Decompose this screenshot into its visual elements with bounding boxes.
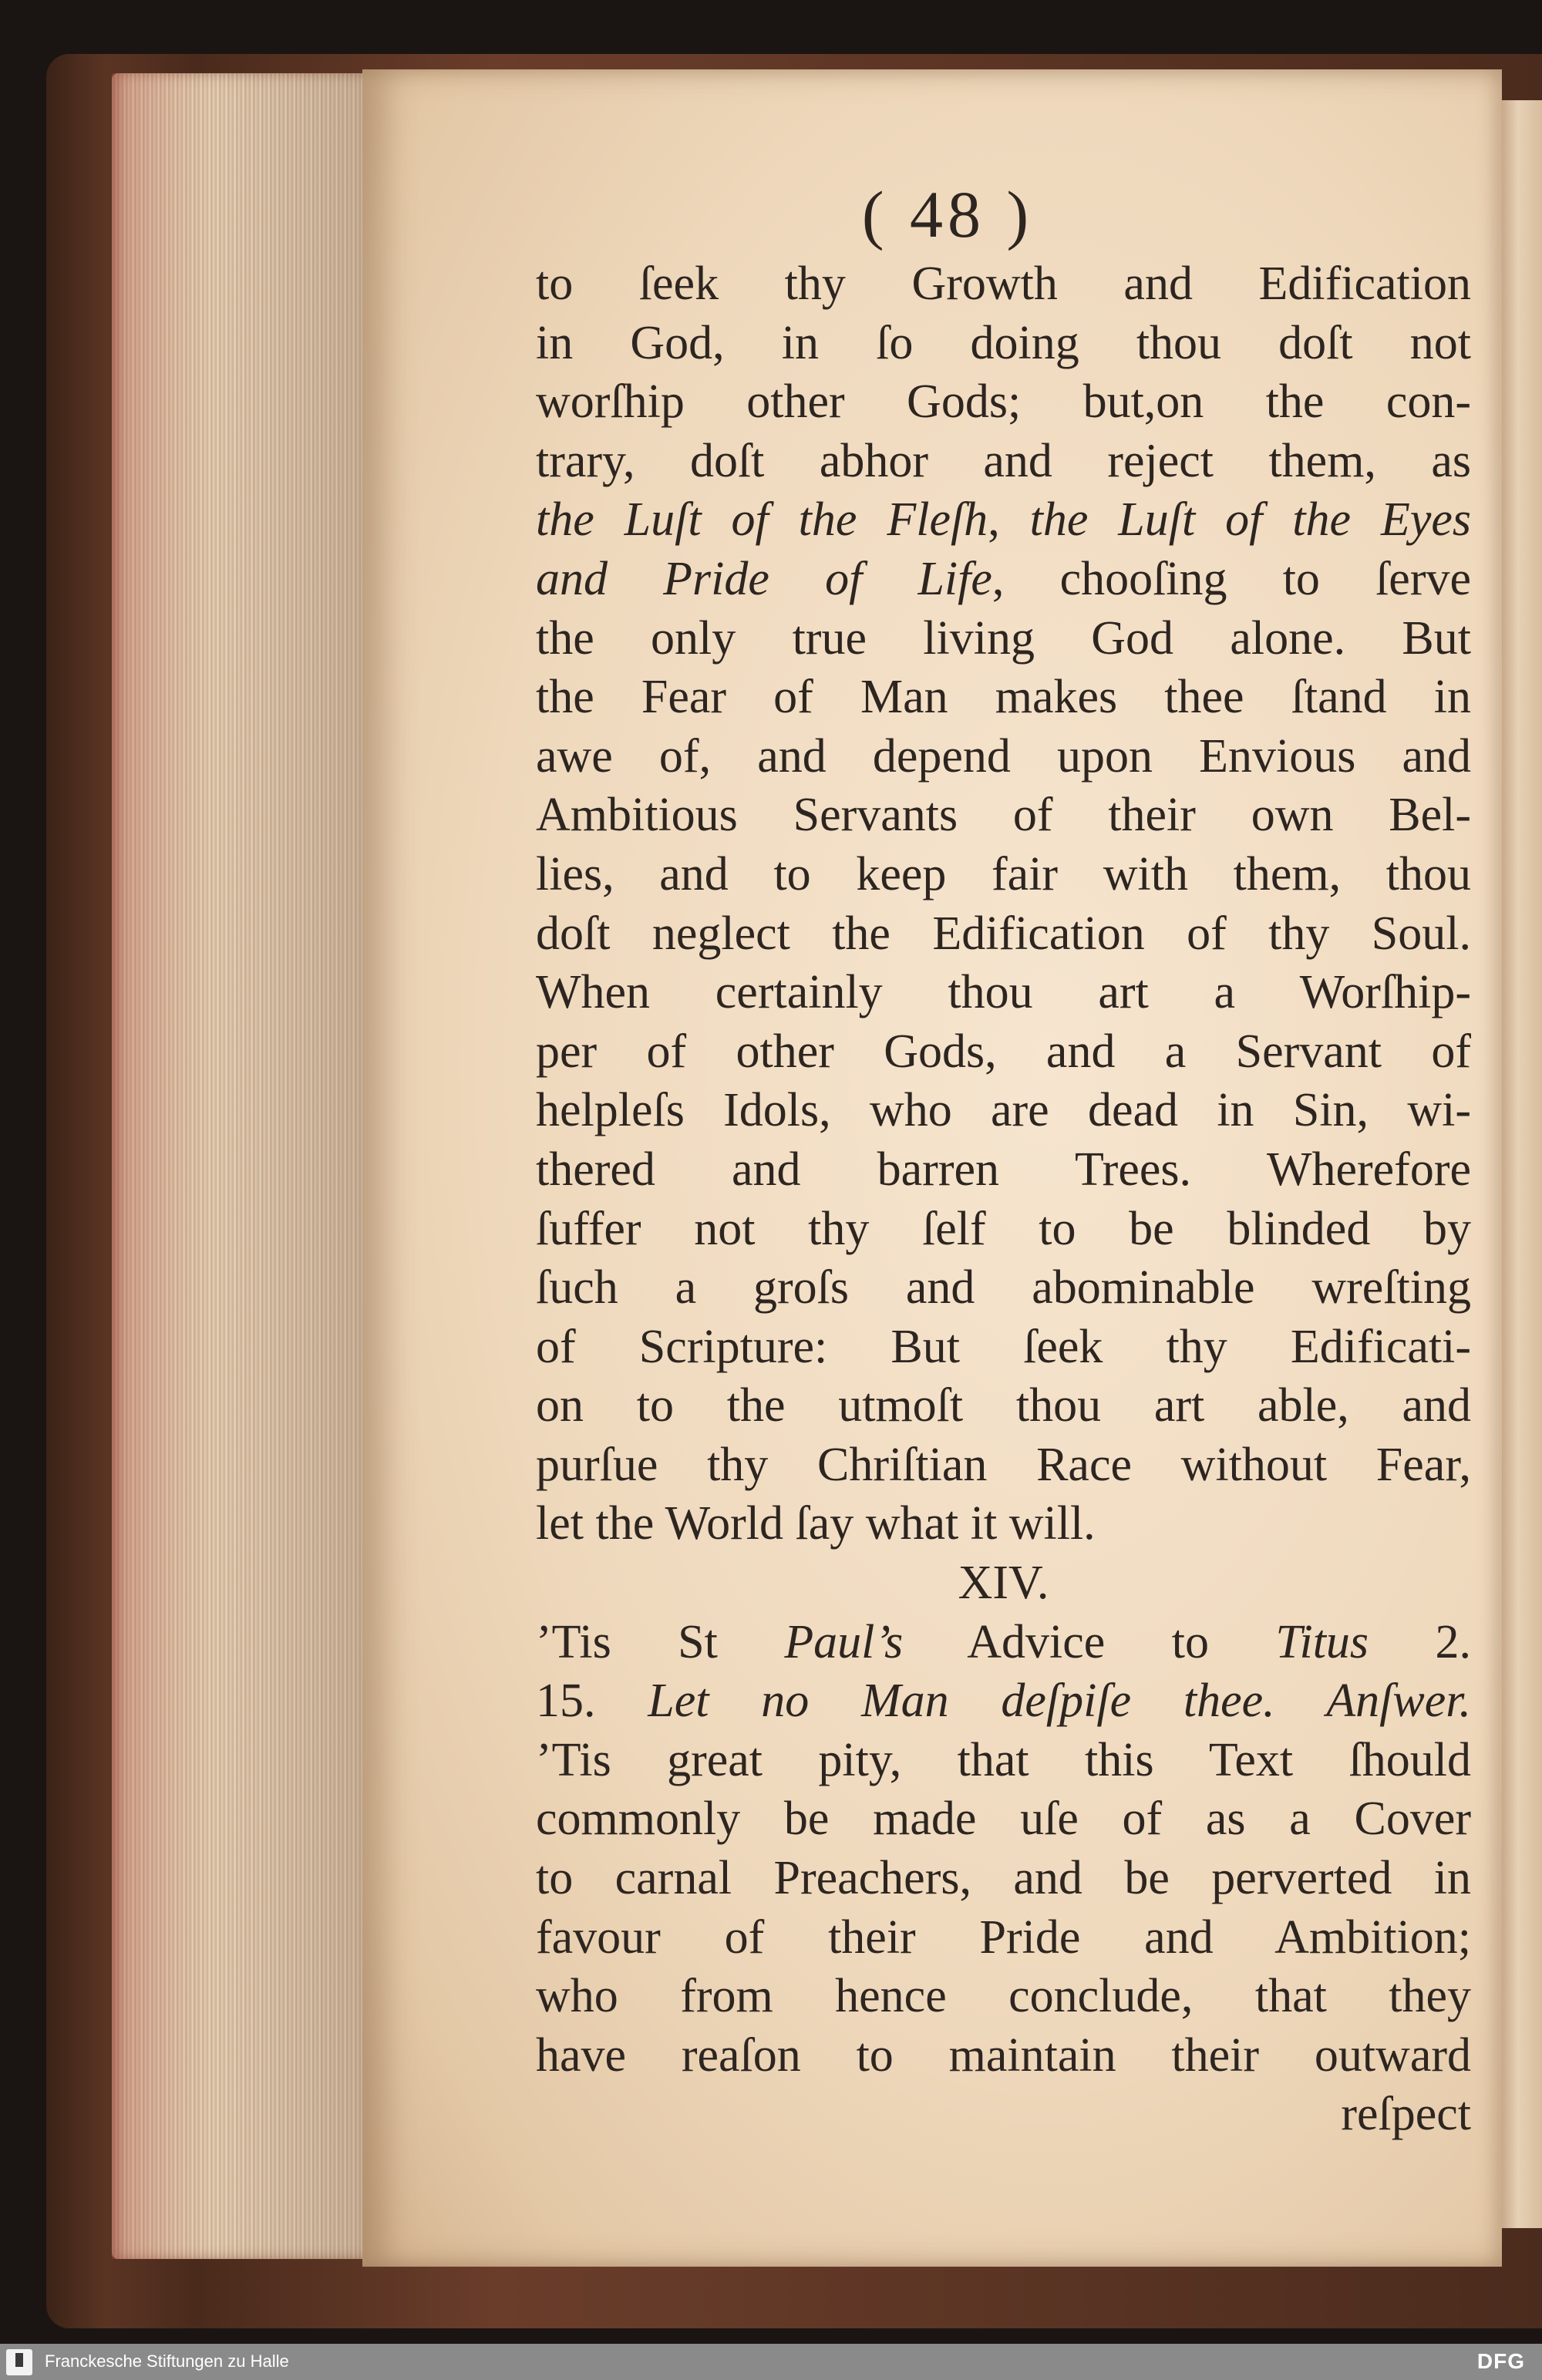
text-segment: XIV. — [958, 1557, 1049, 1610]
text-segment: When certainly thou art a Worſhip- — [536, 966, 1471, 1019]
institution-logo-icon — [6, 2349, 32, 2375]
text-segment: purſue thy Chriſtian Race without Fear, — [536, 1438, 1471, 1491]
text-line — [536, 1494, 1471, 1554]
text-line — [536, 1908, 1471, 1968]
book-page — [362, 69, 1502, 2267]
text-segment: ſuch a groſs and abominable wreſting — [536, 1261, 1471, 1315]
facing-page-edge — [1502, 100, 1542, 2228]
text-segment: to ſeek thy Growth and Edification — [536, 258, 1471, 310]
page-edges — [112, 73, 366, 2259]
page-text — [536, 254, 1471, 2144]
text-line — [536, 2085, 1471, 2144]
text-line — [536, 1022, 1471, 1082]
institution-name: Franckesche Stiftungen zu Halle — [45, 2351, 289, 2371]
dfg-logo: DFG — [1476, 2349, 1525, 2373]
text-segment: lies, and to keep fair with them, thou — [536, 847, 1471, 900]
text-line — [536, 1671, 1471, 1731]
text-segment: to carnal Preachers, and be perverted in — [536, 1852, 1471, 1905]
text-segment: the Luſt of the Eyes — [1029, 493, 1471, 547]
text-line — [536, 1081, 1471, 1140]
text-line — [536, 1554, 1471, 1613]
text-segment: favour of their Pride and Ambition; — [536, 1910, 1471, 1964]
text-segment: of Scripture: But ſeek thy Edificati- — [536, 1320, 1471, 1373]
text-segment: in God, in ſo doing thou doſt not — [536, 316, 1471, 369]
text-segment: thered and barren Trees. Wherefore — [536, 1143, 1471, 1196]
text-line — [536, 1376, 1471, 1436]
text-line — [536, 1200, 1471, 1259]
text-line — [536, 845, 1471, 904]
text-segment: per of other Gods, and a Servant of — [536, 1025, 1471, 1078]
text-segment: and Pride of Life — [536, 552, 992, 605]
text-segment: let the World ſay what it will. — [536, 1497, 1096, 1550]
text-segment: doſt neglect the Edification of thy Soul. — [536, 907, 1471, 960]
text-line — [536, 1318, 1471, 1377]
text-segment: Paul’s — [784, 1615, 904, 1668]
text-line — [536, 2026, 1471, 2085]
text-segment: trary, doſt abhor and reject them, as — [536, 434, 1471, 487]
text-segment: 2. — [1369, 1615, 1471, 1668]
text-line — [536, 1731, 1471, 1790]
text-line — [536, 1613, 1471, 1672]
text-line — [536, 609, 1471, 668]
text-segment: 15. — [536, 1675, 648, 1728]
text-segment: who from hence conclude, that they — [536, 1970, 1471, 2023]
text-segment: Let no Man deſpiſe thee. Anſwer. — [648, 1675, 1471, 1728]
text-line — [536, 550, 1471, 609]
text-line — [536, 1967, 1471, 2026]
text-segment: reſpect — [1341, 2088, 1471, 2141]
text-line — [536, 1849, 1471, 1908]
footer-bar — [0, 2344, 1542, 2380]
text-segment: , — [988, 493, 1030, 547]
text-segment: Titus — [1275, 1615, 1369, 1668]
text-segment: the Fear of Man makes thee ſtand in — [536, 671, 1471, 724]
text-line — [536, 1140, 1471, 1200]
text-segment: helpleſs Idols, who are dead in Sin, wi- — [536, 1084, 1471, 1137]
text-line — [536, 727, 1471, 786]
text-line — [536, 314, 1471, 373]
text-line — [536, 904, 1471, 964]
text-segment: Advice to — [903, 1615, 1276, 1668]
text-line — [536, 1436, 1471, 1495]
text-segment: Ambitious Servants of their own Bel- — [536, 789, 1471, 842]
text-segment: commonly be made uſe of as a Cover — [536, 1793, 1471, 1846]
text-segment: ’Tis great pity, that this Text ſhould — [536, 1733, 1471, 1786]
text-line — [536, 1789, 1471, 1849]
text-segment: on to the utmoſt thou art able, and — [536, 1379, 1471, 1432]
text-segment: ſuffer not thy ſelf to be blinded by — [536, 1202, 1471, 1255]
text-segment: the only true living God alone. But — [536, 611, 1471, 665]
text-segment: the Luſt of the Fleſh — [536, 493, 988, 547]
text-segment: , chooſing to ſerve — [992, 552, 1471, 605]
text-line — [536, 786, 1471, 845]
text-line — [536, 432, 1471, 491]
text-line — [536, 490, 1471, 550]
text-segment: have reaſon to maintain their outward — [536, 2028, 1471, 2082]
text-line — [536, 668, 1471, 727]
text-segment: ’Tis St — [536, 1615, 785, 1668]
text-line — [536, 1258, 1471, 1318]
text-line — [536, 254, 1471, 314]
text-segment: worſhip other Gods; but,on the con- — [536, 375, 1471, 429]
text-line — [536, 963, 1471, 1022]
page-number: ( 48 ) — [861, 177, 1034, 251]
text-segment: awe of, and depend upon Envious and — [536, 729, 1471, 783]
text-line — [536, 372, 1471, 432]
